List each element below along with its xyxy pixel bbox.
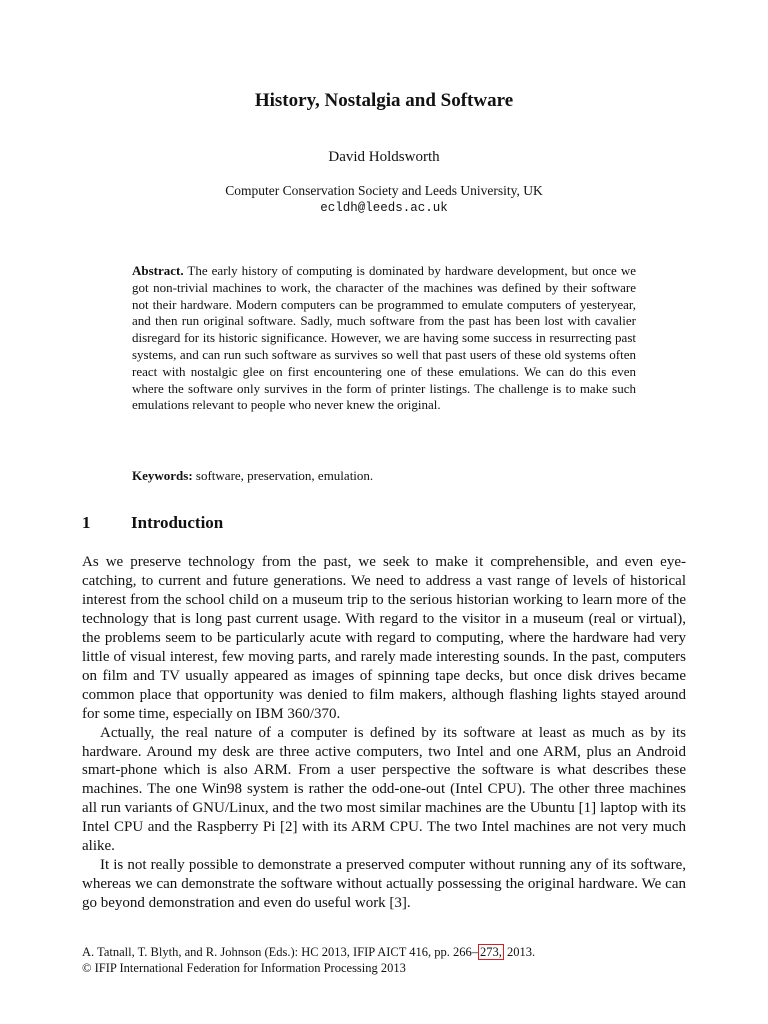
copyright-line: © IFIP International Federation for Information Processing 2013 <box>82 961 406 975</box>
citation-suffix: 2013. <box>503 945 536 959</box>
author-affiliation: Computer Conservation Society and Leeds University, UK <box>225 183 543 198</box>
author-name: David Holdsworth <box>328 149 440 165</box>
body-paragraph-3: It is not really possible to demonstrate a preserved computer without running any of its software, whereas we can demonstrate the software without actually possessing the original hardware. We can go beyond demonstration and even do useful work [3]. <box>82 857 686 912</box>
abstract <box>132 263 636 414</box>
abstract-label: Abstract. <box>132 263 184 278</box>
body-paragraph-2: Actually, the real nature of a computer is defined by its software at least as much as by its hardware. Around my desk are three active computers, two Intel and one ARM, plus an Android smart-phone which is also ARM. From a user perspective the software is what describes these machines. The one Win98 system is rather the odd-one-out (Intel CPU). The other three machines all run variants of GNU/Linux, and the two most similar machines are the Ubuntu [1] laptop with its Intel CPU and the Raspberry Pi [2] with its ARM CPU. The two Intel machines are not very much alike. <box>82 724 686 855</box>
keywords-label: Keywords: <box>132 468 193 483</box>
keywords-text: software, preservation, emulation. <box>192 468 374 483</box>
paper-title: History, Nostalgia and Software <box>254 90 514 111</box>
page-footer <box>82 944 686 976</box>
section-body <box>82 553 686 913</box>
section-heading <box>82 513 223 533</box>
keywords <box>132 467 636 484</box>
body-paragraph-1: As we preserve technology from the past, we seek to make it comprehensible, and even eye-catching, to current and future generations. We need to address a vast range of levels of historical interest from the school child on a museum trip to the serious historian working to learn more of the technology that is long past current usage. With regard to the visitor in a museum (real or virtual), the problems seem to be particularly acute with regard to computing, where the hardware had very little of visual interest, few moving parts, and rarely made interesting sounds. In the past, computers on film and TV usually appeared as images of spinning tape decks, but once disk drives became common place that opportunity was denied to film makers, although flashing lights stayed around for some time, especially on IBM 360/370. <box>82 554 686 722</box>
author-email: ecldh@leeds.ac.uk <box>320 201 448 215</box>
citation-line <box>82 944 686 960</box>
citation-page-link[interactable]: 273, <box>480 945 502 959</box>
abstract-text: The early history of computing is dominated by hardware development, but once we got non-trivial machines to work, the character of the machines was defined by their software not their hardware. Modern computers can be programmed to emulate computers of yesteryear, and then run original software. Sadly, much software from the past has been lost with cavalier disregard for its historic significance. However, we are having some success in resurrecting past systems, and can run such software as survives so well that past users of these old systems often react with nostalgic glee on first encountering one of these emulations. We can do this even where the software only survives in the form of printer listings. The challenge is to make such emulations relevant to people who never knew the original. <box>132 263 636 413</box>
section-number: 1 <box>82 513 91 532</box>
section-title: Introduction <box>131 513 224 532</box>
citation-prefix: A. Tatnall, T. Blyth, and R. Johnson (Eds.): HC 2013, IFIP AICT 416, pp. 266– <box>82 945 479 959</box>
